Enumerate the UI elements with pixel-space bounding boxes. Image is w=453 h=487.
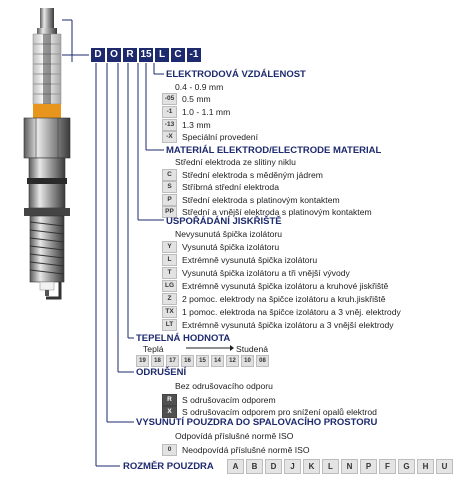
gap-tag: -13	[162, 119, 177, 131]
code-letter: R	[123, 48, 137, 62]
list-item	[175, 157, 296, 167]
spark-tag: L	[162, 254, 177, 266]
size-title: ROZMĚR POUZDRA	[123, 461, 214, 472]
gap-title: ELEKTRODOVÁ VZDÁLENOST	[166, 69, 306, 80]
list-item	[162, 119, 211, 131]
heat-cold-text: Studená	[236, 344, 269, 354]
list-item	[162, 169, 323, 181]
list-item	[162, 93, 211, 105]
heat-hot-text: Teplá	[143, 344, 164, 354]
list-item	[175, 381, 273, 391]
size-letter: B	[246, 459, 263, 474]
spark-row-text: 1 pomoc. elektroda na špičce izolátoru a 3 vněj. elektrody	[182, 307, 401, 317]
spark-tag: LG	[162, 280, 177, 292]
material-tag: P	[162, 194, 177, 206]
size-letter: H	[417, 459, 434, 474]
code-letter: D	[91, 48, 105, 62]
heat-arrow	[186, 344, 234, 352]
size-letter: G	[398, 459, 415, 474]
arrow-right-icon	[186, 344, 234, 352]
list-item	[175, 82, 223, 92]
list-item	[162, 131, 258, 143]
list-item	[175, 431, 293, 441]
list-item	[162, 254, 317, 266]
list-item	[162, 306, 401, 318]
spark-row-text: Vysunutá špička izolátoru a tři vnější vývody	[182, 268, 350, 278]
spark-tag: Z	[162, 293, 177, 305]
code-letter: L	[155, 48, 169, 62]
list-item	[162, 444, 310, 456]
size-letter: F	[379, 459, 396, 474]
material-tag: S	[162, 181, 177, 193]
heat-value: 12	[226, 355, 239, 367]
list-item	[162, 293, 385, 305]
spark-row-text: 2 pomoc. elektrody na špičce izolátoru a kruh.jiskřiště	[182, 294, 386, 304]
spark-tag: Y	[162, 241, 177, 253]
list-item	[162, 194, 340, 206]
material-row-text: Střední elektroda s platinovým kontaktem	[182, 195, 340, 205]
seat-tag: 0	[162, 444, 177, 456]
spark-tag: LT	[162, 319, 177, 331]
suppression-row-text: S odrušovacím odporem	[182, 395, 276, 405]
suppression-row-text: S odrušovacím odporem pro snížení opalů elektrod	[182, 407, 377, 417]
list-item	[175, 229, 282, 239]
heat-value: 15	[196, 355, 209, 367]
list-item	[162, 394, 276, 406]
gap-row-text: 0.4 - 0.9 mm	[175, 82, 224, 92]
size-letter: J	[284, 459, 301, 474]
gap-row-text: Speciální provedení	[182, 132, 258, 142]
code-letter: O	[107, 48, 121, 62]
spark-row-text: Extrémně vysunutá špička izolátoru a kruhové jiskřiště	[182, 281, 389, 291]
seat-row-text: Odpovídá příslušné normě ISO	[175, 431, 294, 441]
list-item	[162, 241, 279, 253]
heat-value: 18	[151, 355, 164, 367]
spark-tag: TX	[162, 306, 177, 318]
list-item	[162, 267, 350, 279]
gap-tag: -05	[162, 93, 177, 105]
heat-value: 17	[166, 355, 179, 367]
suppression-title: ODRUŠENÍ	[136, 367, 187, 378]
suppression-row-text: Bez odrušovacího odporu	[175, 381, 273, 391]
size-letter: D	[265, 459, 282, 474]
list-item	[162, 319, 394, 331]
heat-cold-label	[236, 344, 268, 354]
heat-value: 10	[241, 355, 254, 367]
gap-row-text: 0.5 mm	[182, 94, 211, 104]
suppression-tag: X	[162, 406, 177, 418]
material-row-text: Střední elektroda s měděným jádrem	[182, 170, 323, 180]
seat-title: VYSUNUTÍ POUZDRA DO SPALOVACÍHO PROSTORU	[136, 417, 378, 428]
designation-code	[91, 48, 201, 62]
size-letter: P	[360, 459, 377, 474]
spark-row-text: Extrémně vysunutá špička izolátoru a 3 vnější elektrody	[182, 320, 394, 330]
size-letter: A	[227, 459, 244, 474]
size-letter: K	[303, 459, 320, 474]
gap-row-text: 1.0 - 1.1 mm	[182, 107, 231, 117]
heat-title: TEPELNÁ HODNOTA	[136, 333, 231, 344]
material-tag: C	[162, 169, 177, 181]
spark-title: USPOŘÁDÁNÍ JISKŘIŠTĚ	[166, 216, 282, 227]
heat-hot-label	[143, 344, 164, 354]
list-item	[162, 106, 230, 118]
list-item	[162, 280, 388, 292]
size-letter: L	[322, 459, 339, 474]
suppression-tag: R	[162, 394, 177, 406]
size-letters	[227, 459, 453, 474]
spark-row-text: Extrémně vysunutá špička izolátoru	[182, 255, 318, 265]
material-row-text: Střední a vnější elektroda s platinovým kontaktem	[182, 207, 372, 217]
gap-tag: -X	[162, 131, 177, 143]
seat-row-text: Neodpovídá příslušné normě ISO	[182, 445, 310, 455]
heat-value: 08	[256, 355, 269, 367]
material-row-text: Stříbrná střední elektroda	[182, 182, 279, 192]
material-row-text: Střední elektroda ze slitiny niklu	[175, 157, 296, 167]
heat-value: 16	[181, 355, 194, 367]
heat-values	[136, 355, 269, 367]
code-letter: 15	[140, 49, 152, 60]
list-item	[162, 181, 279, 193]
material-tag: PP	[162, 206, 177, 218]
gap-row-text: 1.3 mm	[182, 120, 211, 130]
spark-plug-illustration	[0, 0, 120, 487]
size-letter: N	[341, 459, 358, 474]
heat-value: 19	[136, 355, 149, 367]
code-letter: -1	[187, 48, 201, 62]
spark-row-text: Nevysunutá špička izolátoru	[175, 229, 282, 239]
heat-value: 14	[211, 355, 224, 367]
gap-tag: -1	[162, 106, 177, 118]
size-letter: U	[436, 459, 453, 474]
code-letter: C	[171, 48, 185, 62]
spark-tag: T	[162, 267, 177, 279]
material-title: MATERIÁL ELEKTROD/ELECTRODE MATERIAL	[166, 145, 382, 156]
spark-row-text: Vysunutá špička izolátoru	[182, 242, 280, 252]
